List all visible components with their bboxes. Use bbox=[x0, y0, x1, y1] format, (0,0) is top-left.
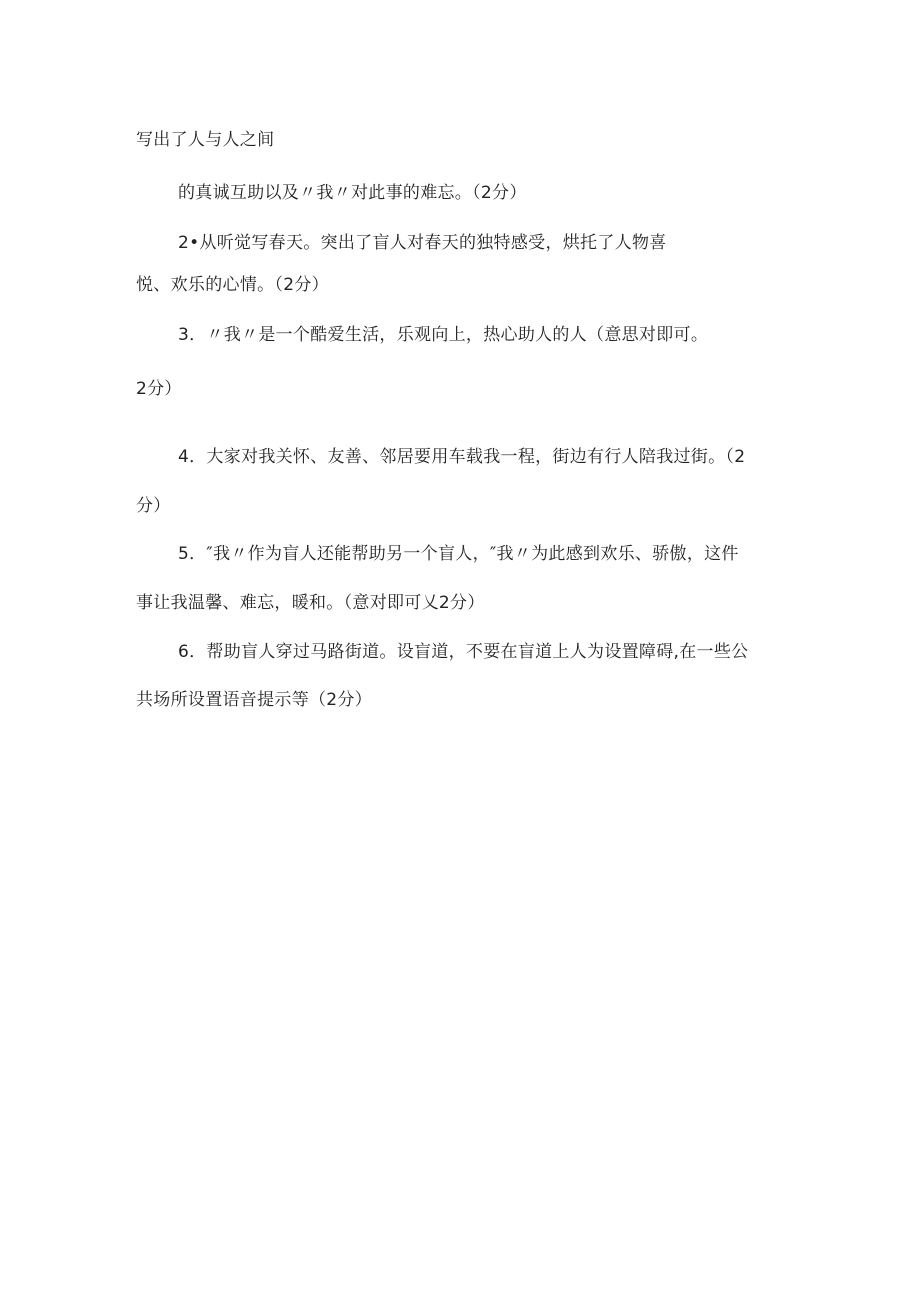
answer-line-9: 5．″我〃作为盲人还能帮助另一个盲人，″我〃为此感到欢乐、骄傲，这件 bbox=[178, 544, 739, 564]
answer-line-8: 分） bbox=[136, 496, 171, 516]
answer-line-12: 共场所设置语音提示等（2分） bbox=[136, 690, 373, 710]
answer-line-2: 的真诚互助以及〃我〃对此事的难忘。（2分） bbox=[178, 183, 527, 203]
answer-line-6: 2分） bbox=[136, 379, 182, 399]
answer-line-3: 2•从听觉写春天。突出了盲人对春天的独特感受，烘托了人物喜 bbox=[178, 233, 667, 253]
answer-line-1: 写出了人与人之间 bbox=[136, 130, 275, 150]
answer-line-5: 3．〃我〃是一个酷爱生活，乐观向上，热心助人的人（意思对即可。 bbox=[178, 325, 709, 345]
answer-line-7: 4．大家对我关怀、友善、邻居要用车载我一程，街边有行人陪我过街。（2 bbox=[178, 447, 746, 467]
answer-line-11: 6．帮助盲人穿过马路街道。设盲道，不要在盲道上人为设置障碍,在一些公 bbox=[178, 642, 749, 662]
answer-line-4: 悦、欢乐的心情。（2分） bbox=[136, 275, 329, 295]
answer-line-10: 事让我温馨、难忘，暖和。（意对即可乂2分） bbox=[136, 593, 485, 613]
